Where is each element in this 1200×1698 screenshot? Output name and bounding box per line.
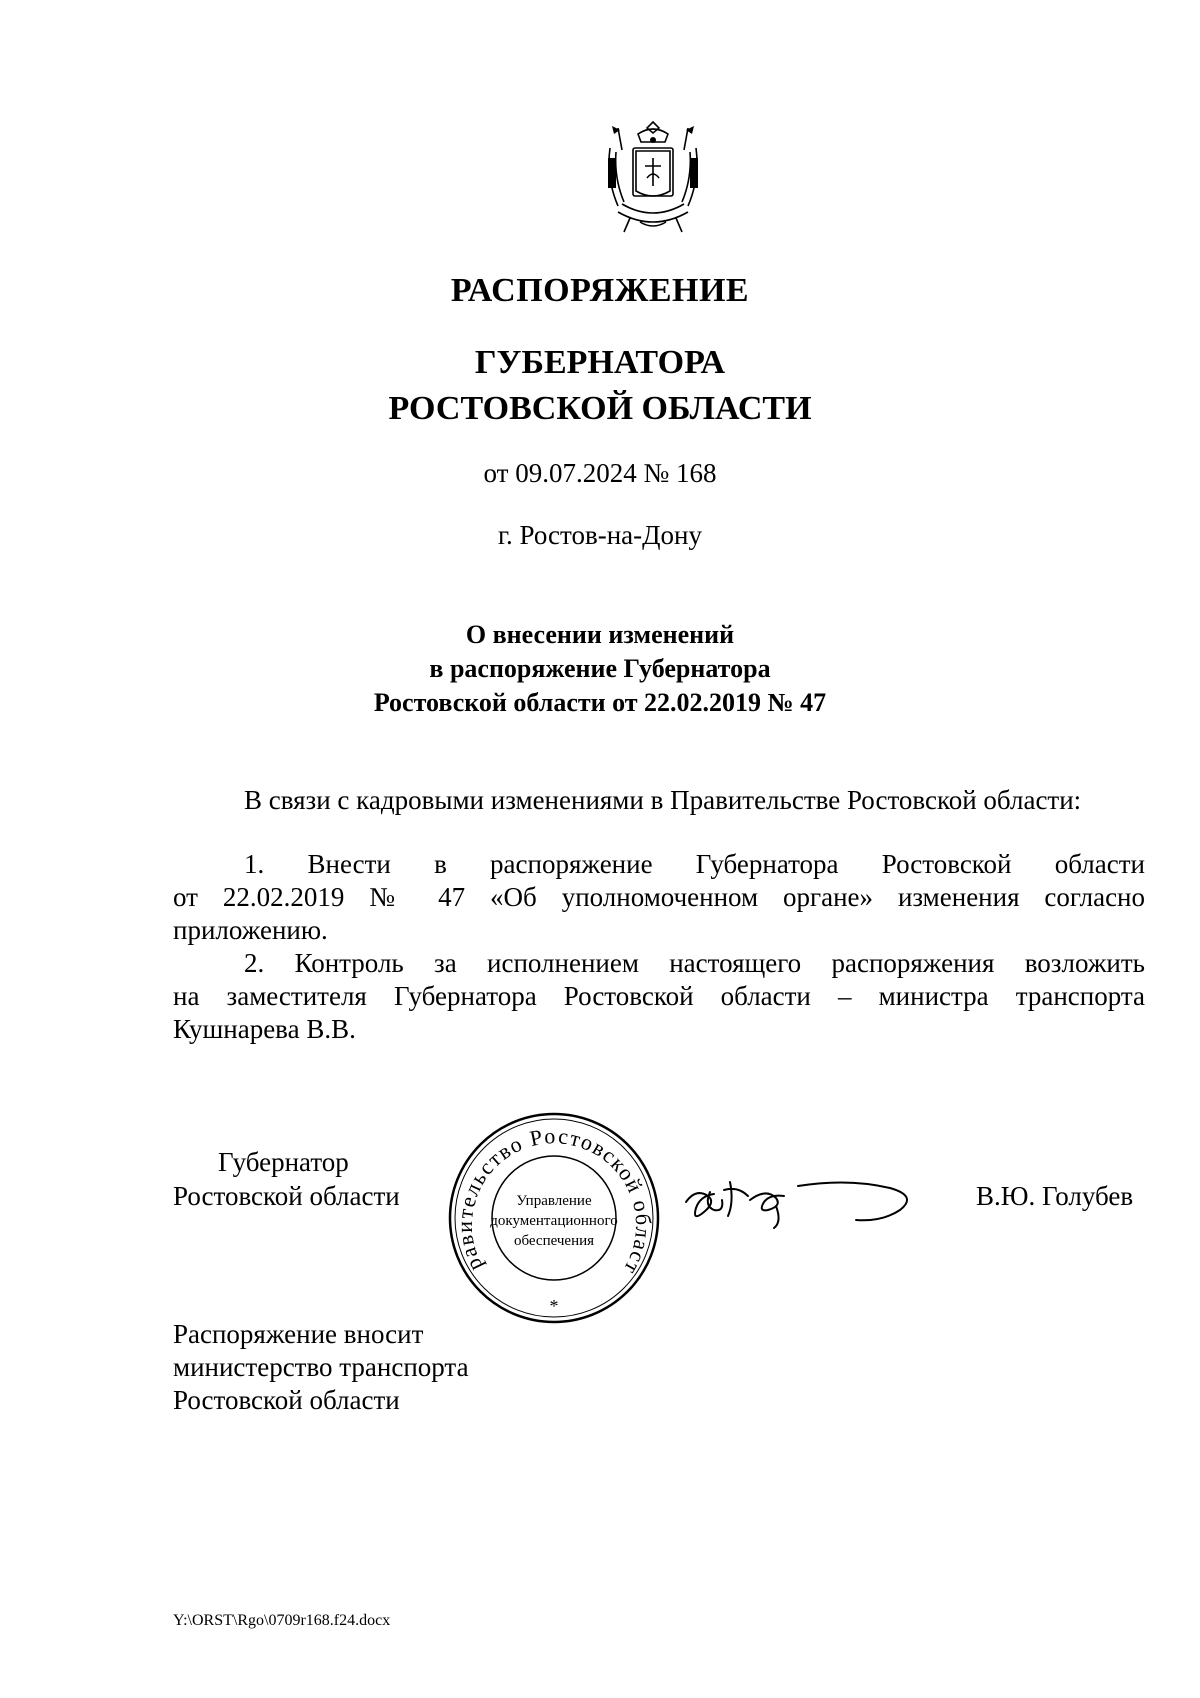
submitter-line: Ростовской области: [173, 1385, 400, 1415]
item-2-line: Кушнарева В.В.: [173, 1014, 356, 1044]
item-2-line: 2. Контроль за исполнением настоящего распоряжения возложить: [244, 948, 1145, 978]
handwritten-signature: [680, 1162, 930, 1252]
signatory-name: В.Ю. Голубев: [976, 1181, 1134, 1211]
issuer-line: ГУБЕРНАТОРА: [474, 344, 726, 381]
subject-line: О внесении изменений: [465, 620, 735, 649]
stamp-center-line: Управление: [516, 1193, 592, 1209]
submitter-line: министерство транспорта: [173, 1352, 469, 1382]
item-2-line: на заместителя Губернатора Ростовской области – министра транспорта: [173, 981, 1145, 1011]
item-1-line: приложению.: [173, 915, 328, 945]
stamp-star-icon: *: [549, 1296, 559, 1316]
file-path-footer: Y:\ORST\Rgo\0709r168.f24.docx: [173, 1612, 391, 1629]
item-2: [173, 947, 1145, 1046]
subject-line: в распоряжение Губернатора: [429, 654, 771, 683]
stamp-ring-text: равительство Ростовской област: [451, 1123, 657, 1280]
item-1: [173, 848, 1145, 947]
stamp-center-line: документационного: [490, 1213, 618, 1229]
submitter-line: Распоряжение вносит: [173, 1319, 424, 1349]
submitter-block: [173, 1318, 469, 1417]
signatory-position-line2: Ростовской области: [173, 1181, 400, 1211]
subject-line: Ростовской области от 22.02.2019 № 47: [373, 688, 827, 717]
coat-of-arms-icon: [600, 118, 706, 240]
subject-title: [0, 618, 1200, 720]
document-type-heading: РАСПОРЯЖЕНИЕ: [450, 272, 750, 309]
signatory-position-line1: Губернатор: [218, 1147, 349, 1177]
item-1-line: от 22.02.2019 № 47 «Об уполномоченном органе» изменения согласно: [173, 882, 1145, 912]
item-1-line: 1. Внести в распоряжение Губернатора Ростовской области: [244, 849, 1145, 879]
issuer-heading: [0, 340, 1200, 432]
preamble: В связи с кадровыми изменениями в Правительстве Ростовской области:: [244, 785, 1082, 815]
official-stamp: [444, 1108, 664, 1328]
date-number: от 09.07.2024 № 168: [483, 458, 717, 488]
stamp-center-line: обеспечения: [513, 1233, 595, 1249]
issuer-line: РОСТОВСКОЙ ОБЛАСТИ: [388, 390, 812, 427]
city-line: г. Ростов-на-Дону: [497, 520, 702, 550]
